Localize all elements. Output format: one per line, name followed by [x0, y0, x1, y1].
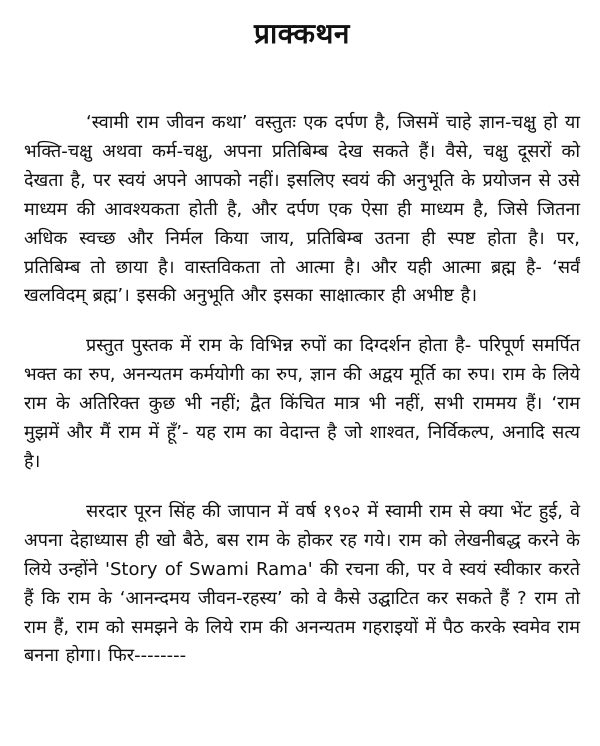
- paragraph-1: ‘स्वामी राम जीवन कथा’ वस्तुतः एक दर्पण है, जिसमें चाहे ज्ञान-चक्षु हो या भक्ति-चक्षु अथवा कर्म-चक्षु, अपना प्रतिबिम्ब देख सकते हैं। वैसे, चक्षु दूसरों को देखता है, पर स्वयं अपने आपको नहीं। इसलिए स्वयं की अनुभूति के प्रयोजन से उसे माध्यम की आवश्यकता होती है, और दर्पण एक ऐसा ही माध्यम है, जिसे जितना अधिक स्वच्छ और निर्मल किया जाय, प्रतिबिम्ब उतना ही स्पष्ट होता है। पर, प्रतिबिम्ब तो छाया है। वास्तविकता तो आत्मा है। और यही आत्मा ब्रह्म है- ‘सर्वं खलविदम् ब्रह्म’। इसकी अनुभूति और इसका साक्षात्कार ही अभीष्ट है।: [24, 112, 580, 307]
- document-body: [24, 109, 580, 671]
- paragraph-3: सरदार पूरन सिंह की जापान में वर्ष १९०२ में स्वामी राम से क्या भेंट हुई, वे अपना देहाध्यास ही खो बैठे, बस राम के होकर रह गये। राम को लेखनीबद्ध करने के लिये उन्होंने 'Story of Swami Rama' की रचना की, पर वे स्वयं स्वीकार करते हैं कि राम के ‘आनन्दमय जीवन-रहस्य’ को वे कैसे उद्घाटित कर सकते हैं ? राम तो राम हैं, राम को समझने के लिये राम की अनन्यतम गहराइयों में पैठ करके स्वमेव राम बनना होगा। फिर--------: [24, 500, 580, 667]
- paragraph-2: प्रस्तुत पुस्तक में राम के विभिन्न रुपों का दिग्दर्शन होता है- परिपूर्ण समर्पित भक्त का रुप, अनन्यतम कर्मयोगी का रुप, ज्ञान की अद्वय मूर्ति का रुप। राम के लिये राम के अतिरिक्त कुछ भी नहीं; द्वैत किंचित मात्र भी नहीं, सभी राममय हैं। ‘राम मुझमें और मैं राम में हूँ’- यह राम का वेदान्त है जो शाश्वत, निर्विकल्प, अनादि सत्य है।: [24, 335, 580, 472]
- document-title: प्राक्कथन: [254, 17, 350, 50]
